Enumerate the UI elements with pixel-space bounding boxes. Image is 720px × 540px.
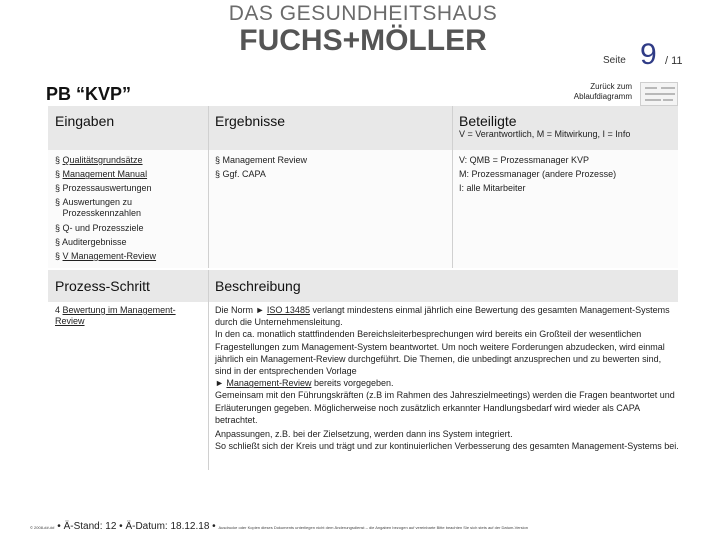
footer xyxy=(30,521,700,532)
input-link-quality-principles[interactable]: Qualitätsgrundsätze xyxy=(62,155,143,165)
text-span: bereits vorgegeben. xyxy=(311,378,394,389)
inputs-heading: Eingaben xyxy=(55,113,115,129)
page-total: / 11 xyxy=(665,55,683,67)
process-step xyxy=(55,305,205,327)
result-item-text: Ggf. CAPA xyxy=(222,169,266,180)
management-review-link[interactable]: Management-Review xyxy=(226,378,312,389)
list-item: § Management Review xyxy=(215,155,308,165)
input-item-text: Q- und Prozessziele xyxy=(62,222,144,233)
footer-revision: • Ä-Stand: 12 • Ä-Datum: 18.12.18 • xyxy=(54,521,219,532)
iso-13485-link[interactable]: ISO 13485 xyxy=(266,305,310,315)
list-item[interactable]: § Qualitätsgrundsätze xyxy=(55,155,143,165)
list-item: V: QMB = Prozessmanager KVP xyxy=(459,155,589,165)
result-item-text: Management Review xyxy=(222,155,308,165)
description-text xyxy=(215,304,680,452)
text-span: ► xyxy=(215,378,227,389)
participants-list xyxy=(459,153,679,196)
io-header-bar xyxy=(48,106,678,150)
list-item: § Auswertungen zu Prozesskennzahlen xyxy=(55,196,205,221)
page-title: PB “KVP” xyxy=(46,84,132,104)
flowchart-thumbnail[interactable] xyxy=(640,82,678,106)
step-link[interactable]: Bewertung im Management-Review xyxy=(55,305,176,326)
input-link-management-review[interactable]: V Management-Review xyxy=(62,251,157,262)
input-item-text: Prozessauswertungen xyxy=(62,183,152,194)
list-item: M: Prozessmanager (andere Prozesse) xyxy=(459,169,617,180)
description-heading: Beschreibung xyxy=(215,278,301,294)
input-link-management-manual[interactable]: Management Manual xyxy=(62,169,148,180)
logo-wordmark: FUCHS+MÖLLER xyxy=(239,24,487,57)
logo-tagline: DAS GESUNDHEITSHAUS xyxy=(228,2,498,25)
participants-heading: Beteiligte xyxy=(459,113,517,129)
participants-legend: V = Verantwortlich, M = Mitwirkung, I = Info xyxy=(459,129,631,139)
input-item-text: Auswertungen zu Prozesskennzahlen xyxy=(62,196,142,218)
input-item-text: Auditergebnisse xyxy=(62,236,127,247)
results-heading: Ergebnisse xyxy=(215,113,286,129)
description-paragraph xyxy=(215,377,680,389)
inputs-list xyxy=(55,153,205,263)
process-step-heading: Prozess-Schritt xyxy=(55,278,150,294)
description-paragraph xyxy=(215,304,680,328)
list-item[interactable]: § V Management-Review xyxy=(55,251,157,262)
footer-copyright: © 2008-##-## xyxy=(30,525,55,530)
list-item: § Prozessauswertungen xyxy=(55,183,152,194)
column-divider xyxy=(208,270,209,470)
back-to-flowchart-link[interactable]: Zurück zum Ablaufdiagramm xyxy=(573,82,632,101)
column-divider xyxy=(452,106,453,268)
page-label: Seite xyxy=(603,55,626,66)
list-item: § Auditergebnisse xyxy=(55,236,127,247)
text-span: Die Norm ► xyxy=(215,305,267,315)
list-item: § Ggf. CAPA xyxy=(215,169,266,180)
description-paragraph: Anpassungen, z.B. bei der Zielsetzung, werden dann ins System integriert. xyxy=(215,429,513,440)
description-paragraph: So schließt sich der Kreis und trägt und zur kontinuierlichen Verbesserung des gesamten Management-Systems bei. xyxy=(215,441,679,452)
text-span: verlangt mindestens einmal jährlich eine Bewertung des gesamten Management-Systems durch die Unternehmensleitung. xyxy=(215,305,670,328)
list-item[interactable]: § Management Manual xyxy=(55,169,148,180)
description-paragraph: Gemeinsam mit den Führungskräften (z.B im Rahmen des Jahreszielmeetings) werden die Fragen beantwortet und Erläuterungen gegeben. Möglicherweise noch zusätzlich erkannter Handlungsbedarf wird wieder als CAPA betrachtet. xyxy=(215,390,675,425)
footer-notice: Ausdrucke oder Kopien dieses Dokuments unterliegen nicht dem Änderungsdienst – die Angaben bezogen auf vereinbarte Bitte beachten Sie sich stets auf der Datum-Version xyxy=(218,525,528,530)
page-number: 9 xyxy=(640,38,657,71)
description-paragraph: In den ca. monatlich stattfindenden Bereichsleiterbesprechungen wird bereits ein Großteil der wesentlichen Fragestellungen zum Management-System beantwortet. Um noch weitere Forderungen abzudecken, wird einmal jährlich ein Management-Review durchgeführt. Die Themen, die unbedingt anzusprechen und zu bewerten sind, sind in der entsprechenden Vorlage xyxy=(215,329,665,377)
results-list xyxy=(215,153,445,181)
list-item: § Q- und Prozessziele xyxy=(55,222,144,233)
list-item: I: alle Mitarbeiter xyxy=(459,183,526,194)
column-divider xyxy=(208,106,209,268)
step-number: 4 xyxy=(55,305,61,315)
